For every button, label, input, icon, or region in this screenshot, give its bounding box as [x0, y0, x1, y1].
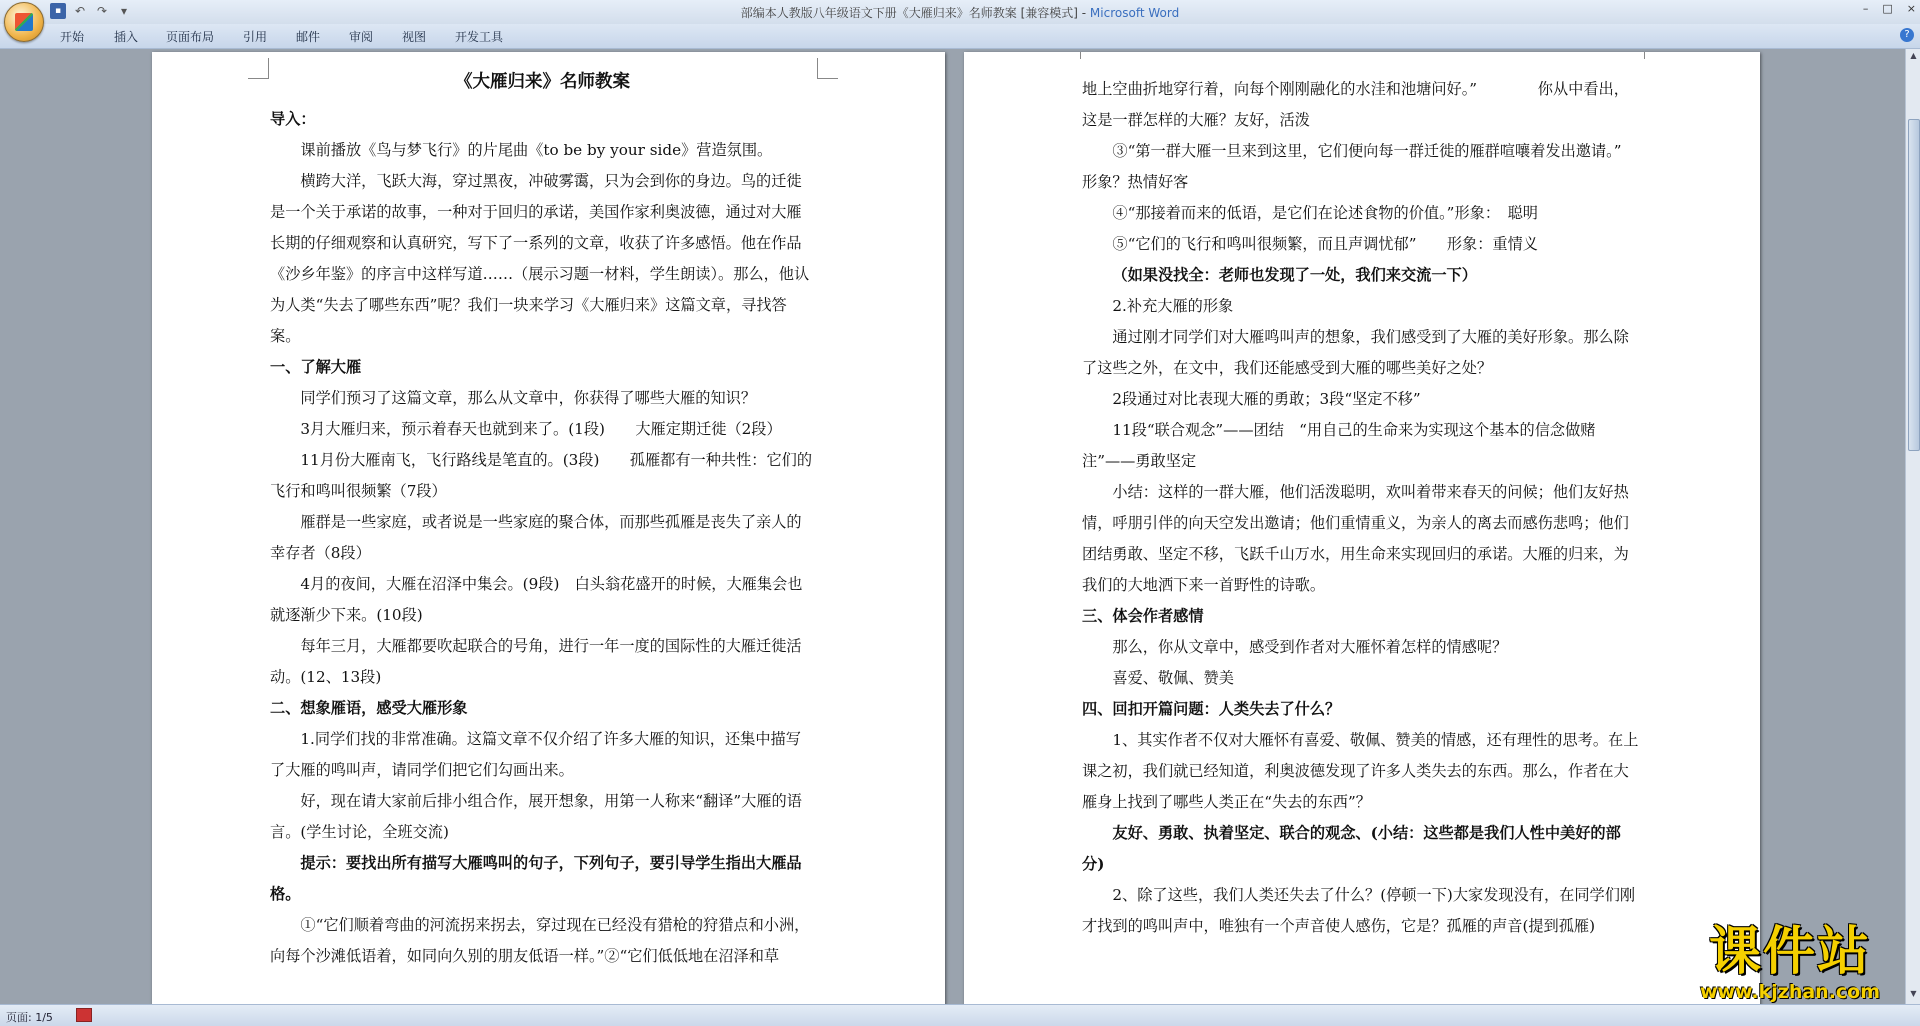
- maximize-button[interactable]: □: [1882, 2, 1893, 15]
- document-title: 部编本人教版八年级语文下册《大雁归来》名师教案 [兼容模式] -: [740, 6, 1090, 20]
- paragraph: 横跨大洋，飞跃大海，穿过黑夜，冲破雾霭，只为会到你的身边。鸟的迁徙是一个关于承诺的故事，一种对于回归的承诺，美国作家利奥波德，通过对大雁长期的仔细观察和认真研究，写下了一系列的文章，收获了许多感悟。他在作品《沙乡年鉴》的序言中这样写道……（展示习题一材料，学生朗读）。那么，他认为人类“失去了哪些东西”呢？我们一块来学习《大雁归来》这篇文章，寻找答案。: [270, 172, 810, 345]
- tab-page-layout[interactable]: 页面布局: [166, 30, 215, 44]
- paragraph: 4月的夜间，大雁在沼泽中集会。(9段) 白头翁花盛开的时候，大雁集会也就逐渐少下来。(10段): [270, 575, 803, 624]
- paragraph: 同学们预习了这篇文章，那么从文章中，你获得了哪些大雁的知识？: [300, 389, 757, 407]
- app-name: Microsoft Word: [1089, 6, 1180, 20]
- scroll-up-icon[interactable]: ▲: [1910, 51, 1917, 60]
- scroll-down-icon[interactable]: ▼: [1910, 989, 1917, 998]
- scrollbar-thumb[interactable]: [1908, 119, 1920, 451]
- paragraph: 雁群是一些家庭，或者说是一些家庭的聚合体，而那些孤雁是丧失了亲人的幸存者（8段）: [270, 513, 802, 562]
- crop-mark: [817, 58, 838, 79]
- paragraph: 友好、勇敢、执着坚定、联合的观念、(小结：这些都是我们人性中美好的部分): [1082, 824, 1621, 873]
- paragraph: 11段“联合观念”——团结 “用自己的生命来为实现这个基本的信念做赌注”——勇敢坚定: [1082, 421, 1596, 470]
- paragraph: 通过刚才同学们对大雁鸣叫声的想象，我们感受到了大雁的美好形象。那么除了这些之外，在文中，我们还能感受到大雁的哪些美好之处？: [1082, 328, 1629, 377]
- tab-references[interactable]: 引用: [243, 30, 268, 44]
- undo-icon[interactable]: ↶: [74, 4, 86, 18]
- paragraph: 1、其实作者不仅对大雁怀有喜爱、敬佩、赞美的情感，还有理性的思考。在上课之初，我们就已经知道，利奥波德发现了许多人类失去的东西。那么，作者在大雁身上找到了哪些人类正在“失去的东西”？: [1082, 731, 1639, 811]
- status-bar: [0, 1004, 1920, 1026]
- watermark-title: 课件站: [1708, 922, 1871, 982]
- paragraph: 地上空曲折地穿行着，向每个刚刚融化的水洼和池塘问好。” 你从中看出，这是一群怎样的大雁？友好，活泼: [1082, 80, 1629, 129]
- paragraph: 3月大雁归来，预示着春天也就到来了。(1段) 大雁定期迁徙（2段）: [300, 420, 782, 438]
- page-indicator[interactable]: 页面: 1/5: [6, 1011, 53, 1024]
- page-2-content: [1082, 74, 1652, 942]
- section-heading: 三、体会作者感情: [1082, 607, 1204, 625]
- office-logo-icon: [15, 13, 33, 31]
- paragraph: 11月份大雁南飞，飞行路线是笔直的。(3段) 孤雁都有一种共性：它们的飞行和鸣叫很频繁（7段）: [270, 451, 813, 500]
- paragraph: 提示：要找出所有描写大雁鸣叫的句子，下列句子，要引导学生指出大雁品格。: [270, 854, 802, 903]
- paragraph: 喜爱、敬佩、赞美: [1112, 669, 1234, 687]
- paragraph: 2.补充大雁的形象: [1112, 297, 1234, 315]
- section-heading: 一、了解大雁: [270, 358, 362, 376]
- document-page-1[interactable]: [152, 52, 945, 1012]
- paragraph: 那么，你从文章中，感受到作者对大雁怀着怎样的情感呢？: [1112, 638, 1508, 656]
- macro-record-icon[interactable]: [76, 1008, 92, 1022]
- document-page-2[interactable]: [964, 52, 1760, 1012]
- tab-mailings[interactable]: 邮件: [296, 30, 321, 44]
- tab-developer[interactable]: 开发工具: [455, 30, 504, 44]
- paragraph: 每年三月，大雁都要吹起联合的号角，进行一年一度的国际性的大雁迁徙活动。(12、13段): [270, 637, 802, 686]
- tab-home[interactable]: 开始: [60, 30, 85, 44]
- document-title-heading: 《大雁归来》名师教案: [455, 72, 630, 92]
- paragraph: （如果没找全：老师也发现了一处，我们来交流一下）: [1112, 266, 1477, 284]
- window-controls: [1863, 2, 1916, 15]
- paragraph: 课前播放《鸟与梦飞行》的片尾曲《to be by your side》营造氛围。: [300, 141, 773, 159]
- paragraph: ①“它们顺着弯曲的河流拐来拐去，穿过现在已经没有猎枪的狩猎点和小洲，向每个沙滩低语着，如同向久别的朋友低语一样。”②“它们低低地在沼泽和草: [270, 916, 810, 965]
- paragraph: 2段通过对比表现大雁的勇敢；3段“坚定不移”: [1112, 390, 1421, 408]
- paragraph: 小结：这样的一群大雁，他们活泼聪明，欢叫着带来春天的问候；他们友好热情，呼朋引伴的向天空发出邀请；他们重情重义，为亲人的离去而感伤悲鸣；他们团结勇敢、坚定不移，飞跃千山万水，用生命来实现回归的承诺。大雁的归来，为我们的大地洒下来一首野性的诗歌。: [1082, 483, 1629, 594]
- window-title: [0, 4, 1920, 21]
- ribbon-tab-bar: [0, 24, 1920, 49]
- crop-mark: [1644, 52, 1665, 59]
- crop-mark: [248, 58, 269, 79]
- section-heading: 四、回扣开篇问题：人类失去了什么？: [1082, 700, 1341, 718]
- paragraph: ④“那接着而来的低语，是它们在论述食物的价值。”形象： 聪明: [1112, 204, 1538, 222]
- customize-toolbar-icon[interactable]: ▾: [120, 4, 128, 18]
- minimize-button[interactable]: –: [1862, 2, 1869, 15]
- paragraph: ③“第一群大雁一旦来到这里，它们便向每一群迁徙的雁群喧嚷着发出邀请。” 形象？热情好客: [1082, 142, 1652, 191]
- paragraph: 好，现在请大家前后排小组合作，展开想象，用第一人称来“翻译”大雁的语言。(学生讨论，全班交流): [270, 792, 802, 841]
- title-bar: [0, 0, 1920, 24]
- tab-insert[interactable]: 插入: [114, 30, 139, 44]
- paragraph: 2、除了这些，我们人类还失去了什么？(停顿一下)大家发现没有，在同学们刚才找到的鸣叫声中，唯独有一个声音使人感伤，它是？孤雁的声音(提到孤雁): [1082, 886, 1636, 935]
- section-heading: 二、想象雁语，感受大雁形象: [270, 699, 468, 717]
- page-1-content: [270, 60, 815, 972]
- close-button[interactable]: ×: [1906, 2, 1916, 15]
- save-icon[interactable]: ▪: [50, 3, 66, 19]
- watermark-logo: [1670, 923, 1910, 1001]
- tab-view[interactable]: 视图: [402, 30, 427, 44]
- tab-review[interactable]: 审阅: [349, 30, 374, 44]
- paragraph: ⑤“它们的飞行和鸣叫很频繁，而且声调忧郁” 形象：重情义: [1112, 235, 1538, 253]
- vertical-scrollbar[interactable]: [1905, 49, 1920, 1004]
- paragraph: 1.同学们找的非常准确。这篇文章不仅介绍了许多大雁的知识，还集中描写了大雁的鸣叫声，请同学们把它们勾画出来。: [270, 730, 801, 779]
- help-icon[interactable]: ?: [1900, 28, 1914, 42]
- office-button[interactable]: [4, 2, 44, 42]
- crop-mark: [1060, 52, 1081, 59]
- watermark-url: www.kjzhan.com: [1699, 981, 1881, 1003]
- paragraph: 导入：: [270, 110, 316, 128]
- redo-icon[interactable]: ↷: [96, 4, 108, 18]
